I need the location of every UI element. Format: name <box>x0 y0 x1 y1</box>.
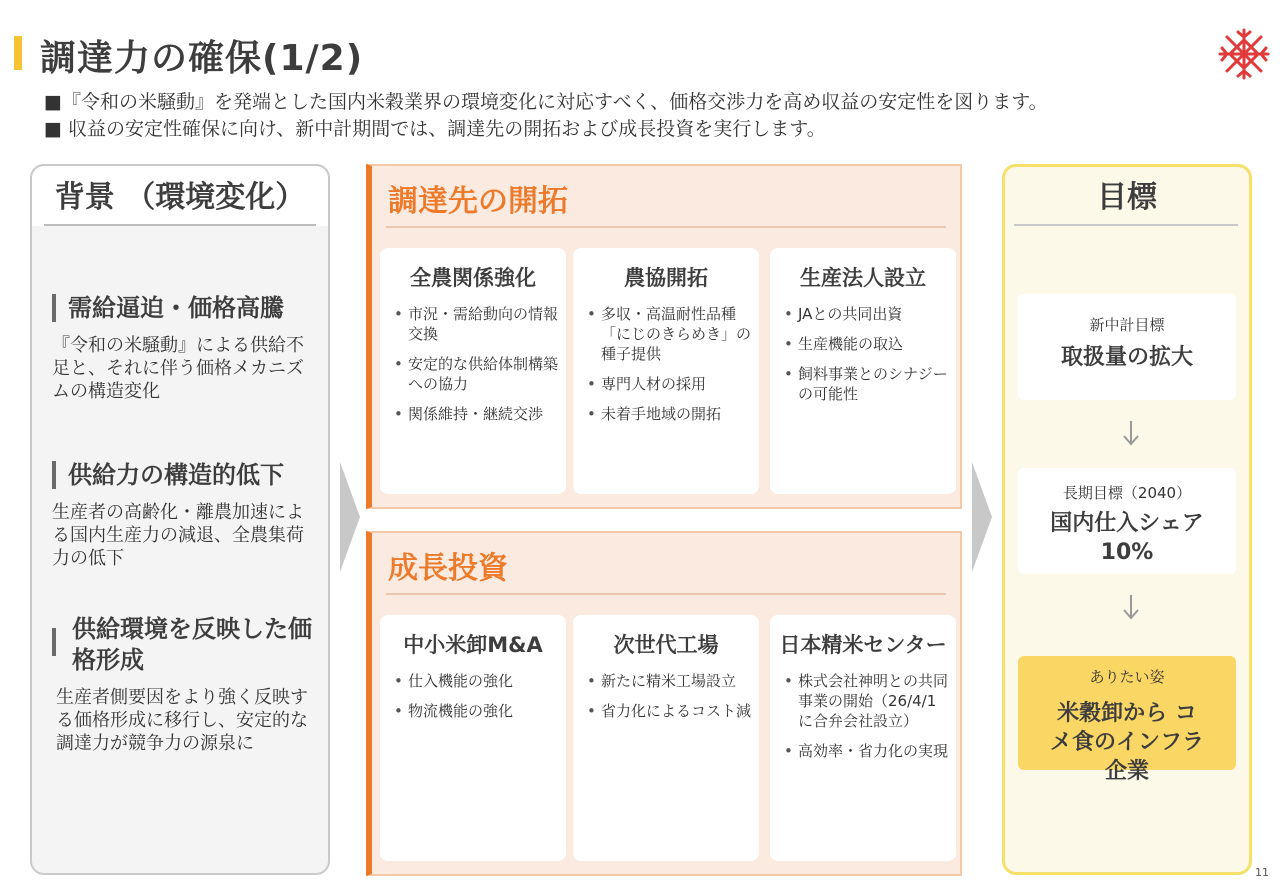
background-item-marker <box>52 461 56 489</box>
list-item: • 生産機能の取込 <box>782 334 950 354</box>
card-title: 次世代工場 <box>613 633 719 657</box>
list-item: • 新たに精米工場設立 <box>585 671 753 691</box>
goal-box-longterm <box>1018 468 1236 574</box>
goal-label: ありたい姿 <box>1089 668 1165 686</box>
section-growth-investment <box>366 531 962 876</box>
background-item-title: 供給力の構造的低下 <box>68 461 284 489</box>
list-item: • 物流機能の強化 <box>392 701 560 721</box>
section-title: 調達先の開拓 <box>388 184 568 219</box>
card-title: 生産法人設立 <box>800 266 926 290</box>
card-title: 日本精米センター <box>779 633 947 657</box>
list-item: • 安定的な供給体制構築への協力 <box>392 354 560 394</box>
list-item: • 多収・高温耐性品種「にじのきらめき」の種子提供 <box>585 304 753 364</box>
list-item: • 飼料事業とのシナジーの可能性 <box>782 364 950 404</box>
card-title: 全農関係強化 <box>410 266 536 290</box>
section-title: 成長投資 <box>388 551 508 586</box>
list-item: • 仕入機能の強化 <box>392 671 560 691</box>
goal-title: 目標 <box>1097 180 1157 215</box>
goal-divider <box>1014 224 1238 226</box>
page-title: 調達力の確保(1/2) <box>40 38 364 79</box>
list-item: • 未着手地域の開拓 <box>585 404 753 424</box>
card-ma <box>380 615 566 861</box>
list-item: • 関係維持・継続交渉 <box>392 404 560 424</box>
goal-label: 新中計目標 <box>1089 316 1165 334</box>
card-next-gen-factory <box>573 615 759 861</box>
goal-box-vision <box>1018 656 1236 784</box>
background-item-text: 『令和の米騒動』による供給不足と、それに伴う価格メカニズムの構造変化 <box>52 335 304 402</box>
background-divider <box>44 224 316 226</box>
section-divider <box>386 593 946 595</box>
card-production-corp <box>770 248 956 494</box>
section-divider <box>386 226 946 228</box>
down-arrow-icon <box>1122 594 1140 620</box>
goal-value: 取扱量の拡大 <box>1060 345 1193 370</box>
title-accent-bar <box>14 36 22 70</box>
background-item-title: 供給環境を反映した価格形成 <box>72 615 312 674</box>
section-procurement <box>366 164 962 509</box>
list-item: • 専門人材の採用 <box>585 374 753 394</box>
list-item: • 市況・需給動向の情報交換 <box>392 304 560 344</box>
goal-label: 長期目標（2040） <box>1062 484 1192 502</box>
page-number: 11 <box>1255 866 1269 879</box>
down-arrow-icon <box>1122 420 1140 446</box>
list-item: • 省力化によるコスト減 <box>585 701 753 721</box>
goal-value: 米穀卸から コメ食のインフラ企業 <box>1049 701 1204 784</box>
goal-box-midterm <box>1018 294 1236 400</box>
list-item: • 株式会社神明との共同事業の開始（26/4/1に合弁会社設立） <box>782 671 950 731</box>
company-logo-icon <box>1216 26 1272 82</box>
card-title: 中小米卸M&A <box>403 633 543 657</box>
goal-value: 国内仕入シェア 10% <box>1050 511 1204 565</box>
background-item-text: 生産者の高齢化・離農加速による国内生産力の減退、全農集荷力の低下 <box>52 502 304 569</box>
flow-arrow-icon <box>340 462 360 572</box>
card-zennoh <box>380 248 566 494</box>
list-item: • JAとの共同出資 <box>782 304 950 324</box>
background-item-marker <box>52 294 56 322</box>
background-item-marker <box>52 628 56 656</box>
card-title: 農協開拓 <box>624 266 708 290</box>
flow-arrow-icon <box>972 462 992 572</box>
card-rice-center <box>770 615 956 861</box>
lead-text-2: ■ 収益の安定性確保に向け、新中計期間では、調達先の開拓および成長投資を実行します。 <box>44 118 826 140</box>
card-nokyo <box>573 248 759 494</box>
background-title: 背景 （環境変化） <box>54 180 306 215</box>
background-item-title: 需給逼迫・価格高騰 <box>68 294 284 322</box>
list-item: • 高効率・省力化の実現 <box>782 741 950 761</box>
lead-text-1: ■『令和の米騒動』を発端とした国内米穀業界の環境変化に対応すべく、価格交渉力を高め収益の安定性を図ります。 <box>44 91 1048 113</box>
background-item-text: 生産者側要因をより強く反映する価格形成に移行し、安定的な調達力が競争力の源泉に <box>56 687 308 754</box>
